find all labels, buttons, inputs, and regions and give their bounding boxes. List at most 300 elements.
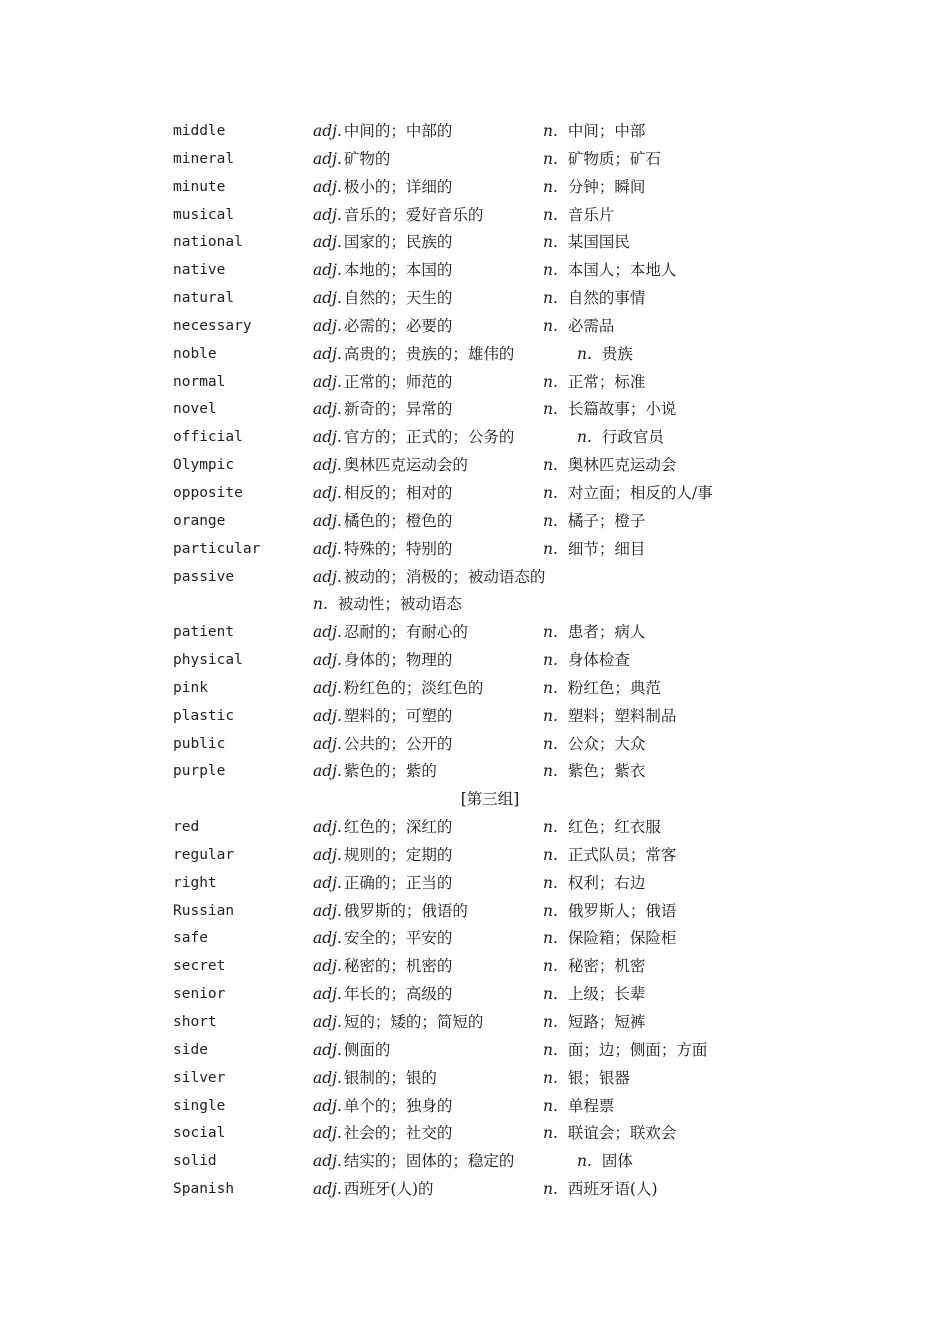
entry-noun xyxy=(543,953,645,981)
entry-adj-meaning: 侧面的 xyxy=(343,1040,391,1059)
pos-label-adj: adj. xyxy=(313,261,342,280)
entry-adj xyxy=(313,536,452,564)
vocabulary-list xyxy=(0,118,950,1204)
pos-label-n: n. xyxy=(313,595,328,614)
pos-label-adj: adj. xyxy=(313,762,342,781)
entry-noun-meaning: 中间；中部 xyxy=(567,122,646,140)
entry-adj xyxy=(313,174,452,202)
entry-word: red xyxy=(173,819,200,836)
entry-noun-meaning: 自然的事情 xyxy=(567,289,646,308)
entry-adj-meaning: 音乐的；爱好音乐的 xyxy=(343,205,484,224)
vocab-entry xyxy=(0,257,950,285)
entry-adj-meaning: 忍耐的；有耐心的 xyxy=(343,623,468,642)
entry-noun-meaning: 分钟；瞬间 xyxy=(567,177,646,196)
vocab-entry xyxy=(0,118,950,146)
entry-adj xyxy=(313,146,390,174)
entry-adj xyxy=(313,229,452,257)
entry-adj-meaning: 紫色的；紫的 xyxy=(343,762,437,781)
entry-word: middle xyxy=(173,123,226,139)
pos-label-adj: adj. xyxy=(313,1068,342,1087)
vocab-group-3 xyxy=(0,814,950,1204)
pos-label-adj: adj. xyxy=(313,428,342,447)
pos-label-adj: adj. xyxy=(313,1124,342,1143)
entry-noun xyxy=(543,480,713,508)
entry-word: opposite xyxy=(173,484,243,501)
pos-label-adj: adj. xyxy=(313,567,342,586)
pos-label-adj: adj. xyxy=(313,1013,342,1031)
entry-noun xyxy=(543,536,645,564)
entry-word: passive xyxy=(173,568,235,585)
pos-label-n: n. xyxy=(543,261,558,280)
entry-word: Russian xyxy=(173,902,235,919)
entry-adj-meaning: 自然的；天生的 xyxy=(343,289,453,308)
entry-adj xyxy=(313,981,452,1009)
entry-noun-meaning: 行政官员 xyxy=(601,428,664,447)
pos-label-adj: adj. xyxy=(313,539,342,558)
vocab-entry xyxy=(0,1148,950,1176)
entry-noun xyxy=(577,424,664,452)
pos-label-n: n. xyxy=(543,1040,558,1059)
entry-noun xyxy=(543,842,676,870)
pos-label-n: n. xyxy=(543,1124,558,1143)
entry-noun xyxy=(543,870,645,898)
entry-noun xyxy=(577,341,633,369)
pos-label-adj: adj. xyxy=(313,344,342,363)
entry-noun-meaning: 矿物质；矿石 xyxy=(567,149,661,168)
entry-word: pink xyxy=(173,679,208,696)
pos-label-n: n. xyxy=(543,623,558,642)
entry-adj xyxy=(313,1148,514,1176)
entry-noun-meaning: 短路；短裤 xyxy=(567,1013,646,1031)
entry-noun xyxy=(543,1037,707,1065)
entry-word: official xyxy=(173,429,243,446)
pos-label-adj: adj. xyxy=(313,372,342,391)
entry-noun xyxy=(543,814,661,842)
entry-adj xyxy=(313,953,452,981)
vocab-entry xyxy=(0,870,950,898)
entry-adj-meaning: 安全的；平安的 xyxy=(343,929,453,948)
entry-noun-meaning: 上级；长辈 xyxy=(567,985,646,1004)
entry-adj xyxy=(313,731,452,759)
entry-noun-meaning: 单程票 xyxy=(567,1096,615,1115)
entry-noun xyxy=(543,619,645,647)
entry-noun-meaning: 公众；大众 xyxy=(567,734,646,753)
entry-word: short xyxy=(173,1014,217,1030)
vocab-entry xyxy=(0,1120,950,1148)
pos-label-adj: adj. xyxy=(313,177,342,196)
pos-label-adj: adj. xyxy=(313,511,342,530)
entry-noun-meaning: 正式队员；常客 xyxy=(567,845,677,864)
vocab-entry xyxy=(0,174,950,202)
entry-noun-meaning: 必需品 xyxy=(567,316,615,335)
entry-noun xyxy=(543,118,645,146)
entry-noun xyxy=(543,1120,676,1148)
entry-noun-meaning: 音乐片 xyxy=(567,205,615,224)
entry-adj-meaning: 年长的；高级的 xyxy=(343,985,453,1004)
entry-word: necessary xyxy=(173,317,252,334)
entry-noun xyxy=(543,1065,630,1093)
entry-adj-meaning: 矿物的 xyxy=(343,149,391,168)
entry-adj xyxy=(313,285,452,313)
pos-label-n: n. xyxy=(543,456,558,475)
pos-label-n: n. xyxy=(543,985,558,1004)
entry-adj xyxy=(313,424,514,452)
entry-adj-meaning: 塑料的；可塑的 xyxy=(343,706,453,725)
entry-word: public xyxy=(173,735,226,752)
vocab-entry xyxy=(0,731,950,759)
pos-label-n: n. xyxy=(543,316,558,335)
entry-noun-meaning: 西班牙语(人) xyxy=(567,1180,658,1199)
entry-adj xyxy=(313,1009,483,1037)
pos-label-adj: adj. xyxy=(313,483,342,502)
entry-noun-meaning: 奥林匹克运动会 xyxy=(567,456,677,475)
entry-adj-meaning: 必需的；必要的 xyxy=(343,316,453,335)
entry-noun-meaning: 长篇故事；小说 xyxy=(567,400,677,419)
pos-label-adj: adj. xyxy=(313,901,342,920)
entry-adj-meaning: 身体的；物理的 xyxy=(343,651,453,670)
pos-label-n: n. xyxy=(543,149,558,168)
entry-word: safe xyxy=(173,930,208,947)
pos-label-adj: adj. xyxy=(313,706,342,725)
vocab-entry xyxy=(0,1009,950,1037)
pos-label-adj: adj. xyxy=(313,316,342,335)
vocab-entry xyxy=(0,814,950,842)
entry-noun xyxy=(543,369,645,397)
entry-word: national xyxy=(173,234,243,251)
pos-label-n: n. xyxy=(543,734,558,753)
pos-label-n: n. xyxy=(543,511,558,530)
pos-label-adj: adj. xyxy=(313,651,342,670)
entry-adj-meaning: 社会的；社交的 xyxy=(343,1124,453,1143)
pos-label-n: n. xyxy=(543,1096,558,1115)
pos-label-n: n. xyxy=(577,428,592,447)
entry-adj-meaning: 公共的；公开的 xyxy=(343,734,453,753)
pos-label-adj: adj. xyxy=(313,957,342,976)
entry-adj xyxy=(313,118,452,146)
entry-adj-meaning: 被动的；消极的；被动语态的 xyxy=(343,567,546,586)
entry-adj xyxy=(313,257,452,285)
vocab-group-2 xyxy=(0,619,950,786)
vocab-entry xyxy=(0,703,950,731)
entry-adj xyxy=(313,369,452,397)
entry-noun xyxy=(543,703,676,731)
entry-word: novel xyxy=(173,401,217,418)
entry-noun xyxy=(543,1093,614,1121)
entry-adj-meaning: 正确的；正当的 xyxy=(343,873,453,892)
entry-adj-meaning: 粉红色的；淡红色的 xyxy=(343,678,484,697)
vocab-entry xyxy=(0,953,950,981)
pos-label-n: n. xyxy=(543,651,558,670)
entry-word: natural xyxy=(173,290,235,307)
entry-adj xyxy=(313,647,452,675)
entry-adj xyxy=(313,703,452,731)
entry-noun xyxy=(543,925,676,953)
entry-adj-meaning: 官方的；正式的；公务的 xyxy=(343,428,515,447)
vocab-entry xyxy=(0,341,950,369)
pos-label-adj: adj. xyxy=(313,1152,342,1171)
entry-adj-meaning: 奥林匹克运动会的 xyxy=(343,456,468,475)
pos-label-n: n. xyxy=(543,901,558,920)
vocab-entry xyxy=(0,480,950,508)
entry-noun-meaning: 塑料；塑料制品 xyxy=(567,706,677,725)
entry-adj-meaning: 银制的；银的 xyxy=(343,1068,437,1087)
pos-label-n: n. xyxy=(543,400,558,419)
entry-noun xyxy=(577,1148,633,1176)
entry-noun xyxy=(543,202,614,230)
entry-noun-meaning: 固体 xyxy=(601,1152,633,1171)
entry-adj-meaning: 橘色的；橙色的 xyxy=(343,511,453,530)
entry-word: musical xyxy=(173,206,235,223)
entry-noun-meaning: 权利；右边 xyxy=(567,873,646,892)
pos-label-n: n. xyxy=(543,818,558,837)
entry-adj xyxy=(313,619,468,647)
vocab-entry xyxy=(0,981,950,1009)
pos-label-n: n. xyxy=(543,539,558,558)
entry-word: side xyxy=(173,1041,208,1058)
pos-label-adj: adj. xyxy=(313,873,342,892)
pos-label-adj: adj. xyxy=(313,233,342,252)
entry-word: native xyxy=(173,262,226,279)
entry-word: right xyxy=(173,874,217,891)
entry-noun xyxy=(543,758,645,786)
entry-word: Olympic xyxy=(173,457,235,474)
entry-adj-meaning: 结实的；固体的；稳定的 xyxy=(343,1152,515,1171)
entry-noun xyxy=(543,313,614,341)
vocab-entry xyxy=(0,1065,950,1093)
entry-adj xyxy=(313,898,468,926)
entry-adj-meaning: 短的；矮的；简短的 xyxy=(343,1013,484,1031)
entry-adj-meaning: 规则的；定期的 xyxy=(343,845,453,864)
vocab-entry xyxy=(0,508,950,536)
pos-label-n: n. xyxy=(543,177,558,196)
entry-word: plastic xyxy=(173,707,235,724)
pos-label-n: n. xyxy=(543,1180,558,1199)
entry-adj xyxy=(313,842,452,870)
entry-adj-meaning: 红色的；深红的 xyxy=(343,818,453,837)
pos-label-n: n. xyxy=(577,1152,592,1171)
entry-noun-meaning: 被动性；被动语态 xyxy=(337,595,462,614)
entry-adj-meaning: 极小的；详细的 xyxy=(343,177,453,196)
pos-label-n: n. xyxy=(543,957,558,976)
entry-adj xyxy=(313,1093,452,1121)
pos-label-n: n. xyxy=(543,678,558,697)
entry-noun xyxy=(543,981,645,1009)
entry-noun-meaning: 贵族 xyxy=(601,344,633,363)
entry-noun xyxy=(543,146,661,174)
pos-label-adj: adj. xyxy=(313,818,342,837)
pos-label-adj: adj. xyxy=(313,456,342,475)
vocab-entry xyxy=(0,202,950,230)
entry-adj xyxy=(313,452,468,480)
entry-noun xyxy=(543,285,645,313)
entry-adj-meaning: 正常的；师范的 xyxy=(343,372,453,391)
entry-word: silver xyxy=(173,1069,226,1086)
entry-noun xyxy=(313,591,462,619)
pos-label-adj: adj. xyxy=(313,845,342,864)
pos-label-n: n. xyxy=(543,706,558,725)
pos-label-n: n. xyxy=(543,205,558,224)
pos-label-adj: adj. xyxy=(313,929,342,948)
pos-label-n: n. xyxy=(543,929,558,948)
entry-word: minute xyxy=(173,178,226,195)
entry-word: single xyxy=(173,1097,226,1114)
entry-word: physical xyxy=(173,652,243,669)
pos-label-adj: adj. xyxy=(313,149,342,168)
entry-noun xyxy=(543,1176,658,1204)
entry-noun-meaning: 俄罗斯人；俄语 xyxy=(567,901,677,920)
entry-noun-meaning: 紫色；紫衣 xyxy=(567,762,646,781)
entry-adj-meaning: 相反的；相对的 xyxy=(343,483,453,502)
entry-adj xyxy=(313,814,452,842)
entry-noun-meaning: 细节；细目 xyxy=(567,539,646,558)
entry-adj xyxy=(313,870,452,898)
entry-noun xyxy=(543,452,676,480)
entry-noun-meaning: 本国人；本地人 xyxy=(567,261,677,280)
pos-label-adj: adj. xyxy=(313,1040,342,1059)
vocab-entry xyxy=(0,1037,950,1065)
entry-noun-meaning: 红色；红衣服 xyxy=(567,818,661,837)
entry-noun xyxy=(543,647,630,675)
pos-label-adj: adj. xyxy=(313,1096,342,1115)
entry-adj-meaning: 新奇的；异常的 xyxy=(343,400,453,419)
entry-word: mineral xyxy=(173,150,235,167)
vocab-entry xyxy=(0,396,950,424)
entry-word: secret xyxy=(173,958,226,975)
entry-noun-meaning: 面；边；侧面；方面 xyxy=(567,1040,708,1059)
pos-label-adj: adj. xyxy=(313,734,342,753)
entry-adj xyxy=(313,925,452,953)
vocab-entry xyxy=(0,842,950,870)
entry-noun xyxy=(543,396,676,424)
entry-noun xyxy=(543,731,645,759)
vocab-entry xyxy=(0,758,950,786)
pos-label-adj: adj. xyxy=(313,289,342,308)
entry-adj-meaning: 本地的；本国的 xyxy=(343,261,453,280)
entry-noun-meaning: 银；银器 xyxy=(567,1068,630,1087)
entry-adj xyxy=(313,396,452,424)
entry-word: solid xyxy=(173,1153,217,1170)
vocab-group-1 xyxy=(0,118,950,564)
entry-noun xyxy=(543,1009,645,1037)
vocab-entry xyxy=(0,313,950,341)
entry-adj-meaning: 西班牙(人)的 xyxy=(343,1180,434,1199)
pos-label-n: n. xyxy=(543,483,558,502)
pos-label-n: n. xyxy=(543,372,558,391)
entry-noun-meaning: 保险箱；保险柜 xyxy=(567,929,677,948)
entry-adj xyxy=(313,202,483,230)
vocab-entry-continuation xyxy=(0,591,950,619)
entry-adj-meaning: 中间的；中部的 xyxy=(343,122,453,140)
entry-adj xyxy=(313,1037,390,1065)
entry-noun-meaning: 联谊会；联欢会 xyxy=(567,1124,677,1143)
pos-label-adj: adj. xyxy=(313,623,342,642)
pos-label-n: n. xyxy=(543,845,558,864)
entry-noun-meaning: 某国国民 xyxy=(567,233,630,252)
entry-word: social xyxy=(173,1125,226,1142)
entry-adj xyxy=(313,758,437,786)
vocab-entry xyxy=(0,452,950,480)
entry-noun xyxy=(543,508,645,536)
pos-label-n: n. xyxy=(543,762,558,781)
entry-noun xyxy=(543,675,661,703)
pos-label-n: n. xyxy=(543,1013,558,1031)
vocab-entry xyxy=(0,536,950,564)
vocab-entry xyxy=(0,925,950,953)
entry-word: regular xyxy=(173,846,235,863)
entry-noun xyxy=(543,257,676,285)
vocab-entry xyxy=(0,564,950,592)
entry-noun xyxy=(543,898,676,926)
section-heading: [第三组] xyxy=(460,790,520,809)
pos-label-n: n. xyxy=(543,873,558,892)
pos-label-adj: adj. xyxy=(313,985,342,1004)
entry-adj xyxy=(313,313,452,341)
entry-noun-meaning: 正常；标准 xyxy=(567,372,646,391)
pos-label-adj: adj. xyxy=(313,400,342,419)
pos-label-n: n. xyxy=(577,344,592,363)
pos-label-n: n. xyxy=(543,1068,558,1087)
entry-adj-meaning: 高贵的；贵族的；雄伟的 xyxy=(343,344,515,363)
entry-adj-meaning: 单个的；独身的 xyxy=(343,1096,453,1115)
entry-adj xyxy=(313,1065,437,1093)
entry-adj xyxy=(313,1176,434,1204)
entry-noun-meaning: 对立面；相反的人/事 xyxy=(567,483,713,502)
entry-word: Spanish xyxy=(173,1181,235,1198)
vocab-entry xyxy=(0,285,950,313)
pos-label-adj: adj. xyxy=(313,122,342,140)
entry-word: particular xyxy=(173,540,261,557)
entry-word: normal xyxy=(173,373,226,390)
entry-noun xyxy=(543,174,645,202)
entry-noun-meaning: 身体检查 xyxy=(567,651,630,670)
pos-label-adj: adj. xyxy=(313,1180,342,1199)
entry-adj-meaning: 国家的；民族的 xyxy=(343,233,453,252)
pos-label-n: n. xyxy=(543,122,558,140)
pos-label-n: n. xyxy=(543,233,558,252)
entry-adj-meaning: 俄罗斯的；俄语的 xyxy=(343,901,468,920)
pos-label-adj: adj. xyxy=(313,205,342,224)
vocab-entry xyxy=(0,229,950,257)
vocab-entry xyxy=(0,1093,950,1121)
vocab-entry xyxy=(0,146,950,174)
entry-adj xyxy=(313,508,452,536)
vocab-entry xyxy=(0,424,950,452)
vocab-entry xyxy=(0,619,950,647)
entry-noun-meaning: 粉红色；典范 xyxy=(567,678,661,697)
entry-noun-meaning: 橘子；橙子 xyxy=(567,511,646,530)
entry-adj xyxy=(313,341,514,369)
entry-adj xyxy=(313,1120,452,1148)
pos-label-n: n. xyxy=(543,289,558,308)
entry-adj xyxy=(313,564,545,592)
vocab-entry xyxy=(0,898,950,926)
entry-adj xyxy=(313,675,483,703)
entry-noun xyxy=(543,229,630,257)
vocab-entry xyxy=(0,675,950,703)
entry-word: noble xyxy=(173,345,217,362)
entry-noun-meaning: 秘密；机密 xyxy=(567,957,646,976)
pos-label-adj: adj. xyxy=(313,678,342,697)
entry-word: orange xyxy=(173,512,226,529)
entry-word: purple xyxy=(173,763,226,780)
entry-adj-meaning: 秘密的；机密的 xyxy=(343,957,453,976)
entry-adj xyxy=(313,480,452,508)
entry-word: senior xyxy=(173,986,226,1003)
entry-word: patient xyxy=(173,624,235,641)
entry-adj-meaning: 特殊的；特别的 xyxy=(343,539,453,558)
vocab-entry xyxy=(0,369,950,397)
vocab-entry xyxy=(0,1176,950,1204)
